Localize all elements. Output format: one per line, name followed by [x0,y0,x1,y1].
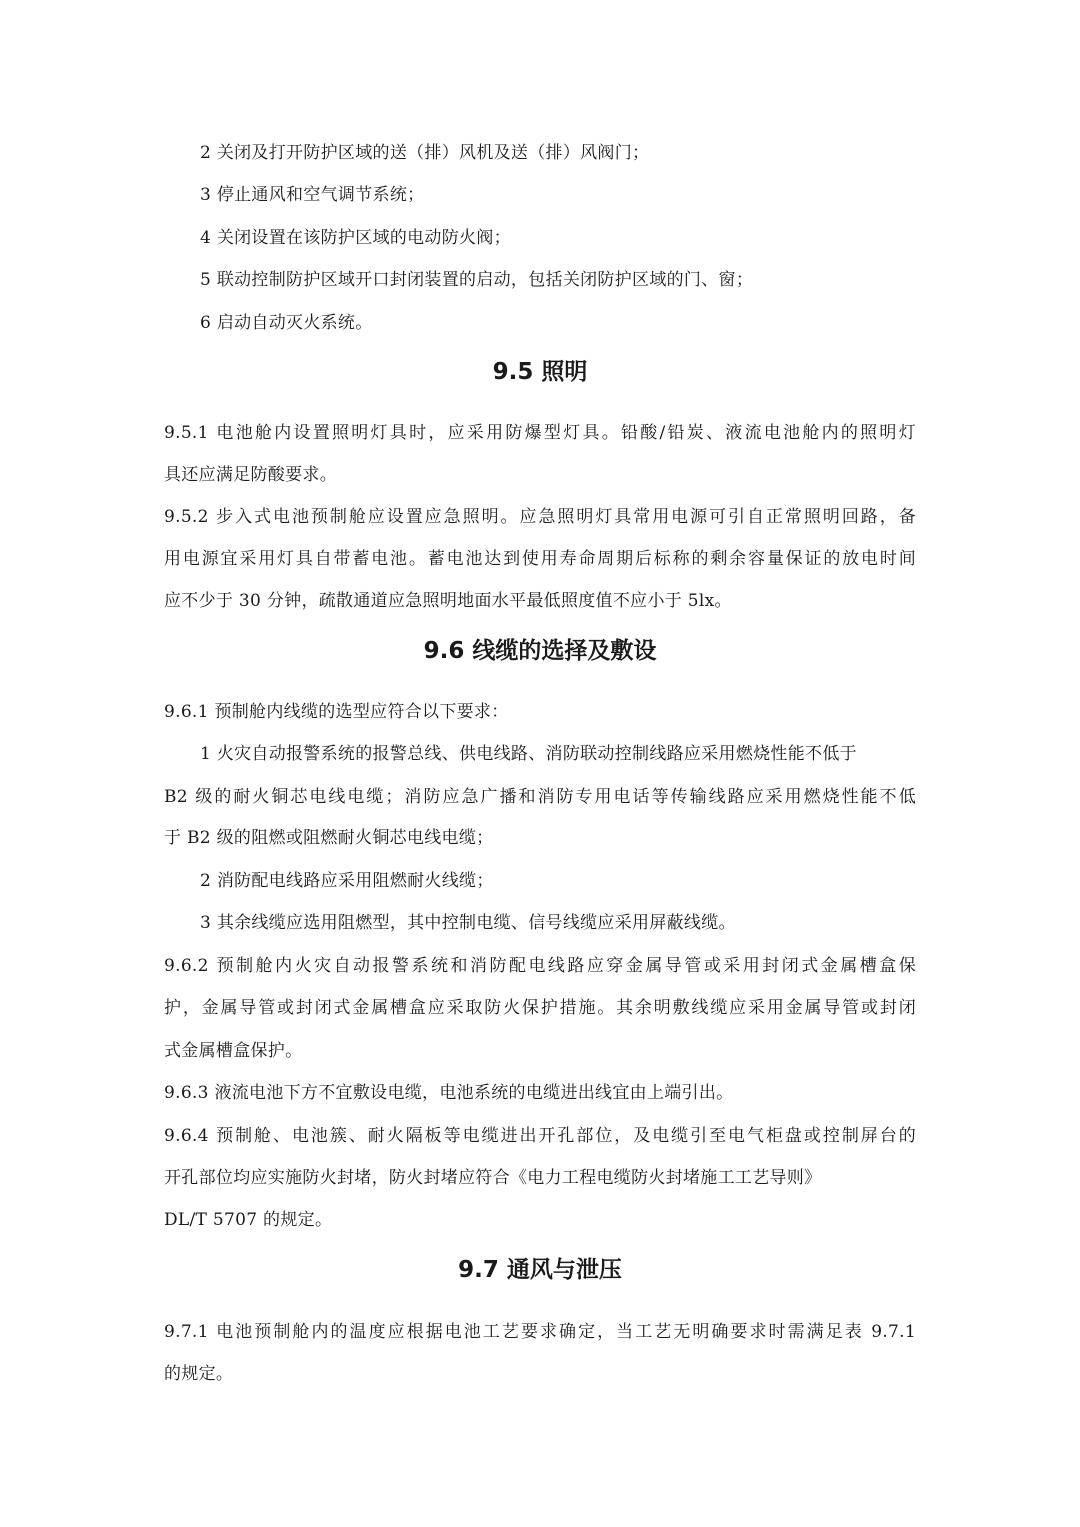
paragraph-line: 应不少于 30 分钟，疏散通道应急照明地面水平最低照度值不应小于 5lx。 [164,591,732,611]
paragraph-line: DL/T 5707 的规定。 [164,1210,333,1230]
paragraph-line: 开孔部位均应实施防火封堵，防火封堵应符合《电力工程电缆防火封堵施工工艺导则》 [164,1168,822,1188]
section-heading-9-6: 9.6 线缆的选择及敷设 [423,638,657,664]
list-item: 6 启动自动灭火系统。 [200,313,373,333]
paragraph-line: 2 消防配电线路应采用阻燃耐火线缆； [200,871,494,891]
paragraph-line: 于 B2 级的阻燃或阻燃耐火铜芯电线电缆； [164,828,494,848]
paragraph-line: 9.6.2 预制舱内火灾自动报警系统和消防配电线路应穿金属导管或采用封闭式金属槽盒保 [164,956,916,976]
paragraph-line: B2 级的耐火铜芯电线电缆；消防应急广播和消防专用电话等传输线路应采用燃烧性能不低 [164,787,916,807]
paragraph-line: 1 火灾自动报警系统的报警总线、供电线路、消防联动控制线路应采用燃烧性能不低于 [200,744,857,764]
paragraph-line: 9.6.3 液流电池下方不宜敷设电缆，电池系统的电缆进出线宜由上端引出。 [164,1083,734,1103]
paragraph-line: 9.7.1 电池预制舱内的温度应根据电池工艺要求确定，当工艺无明确要求时需满足表 9.7.1 [164,1322,916,1342]
list-item: 5 联动控制防护区域开口封闭装置的启动，包括关闭防护区域的门、窗； [200,270,754,290]
paragraph-line: 护，金属导管或封闭式金属槽盒应采取防火保护措施。其余明敷线缆应采用金属导管或封闭 [164,998,916,1018]
section-heading-9-5: 9.5 照明 [492,359,588,385]
paragraph-line: 式金属槽盒保护。 [164,1041,303,1061]
paragraph-line: 的规定。 [164,1364,234,1384]
list-item: 3 停止通风和空气调节系统； [200,185,425,205]
paragraph-line: 9.6.1 预制舱内线缆的选型应符合以下要求： [164,702,509,722]
paragraph-line: 9.6.4 预制舱、电池簇、耐火隔板等电缆进出开孔部位，及电缆引至电气柜盘或控制屏台的 [164,1126,916,1146]
paragraph-line: 9.5.2 步入式电池预制舱应设置应急照明。应急照明灯具常用电源可引自正常照明回路，备 [164,507,916,527]
list-item: 2 关闭及打开防护区域的送（排）风机及送（排）风阀门； [200,143,650,163]
paragraph-line: 3 其余线缆应选用阻燃型，其中控制电缆、信号线缆应采用屏蔽线缆。 [200,913,736,933]
paragraph-line: 用电源宜采用灯具自带蓄电池。蓄电池达到使用寿命周期后标称的剩余容量保证的放电时间 [164,549,916,569]
paragraph-line: 具还应满足防酸要求。 [164,465,337,485]
list-item: 4 关闭设置在该防护区域的电动防火阀； [200,228,511,248]
section-heading-9-7: 9.7 通风与泄压 [458,1257,622,1283]
paragraph-line: 9.5.1 电池舱内设置照明灯具时，应采用防爆型灯具。铅酸/铅炭、液流电池舱内的照明灯 [164,423,916,443]
